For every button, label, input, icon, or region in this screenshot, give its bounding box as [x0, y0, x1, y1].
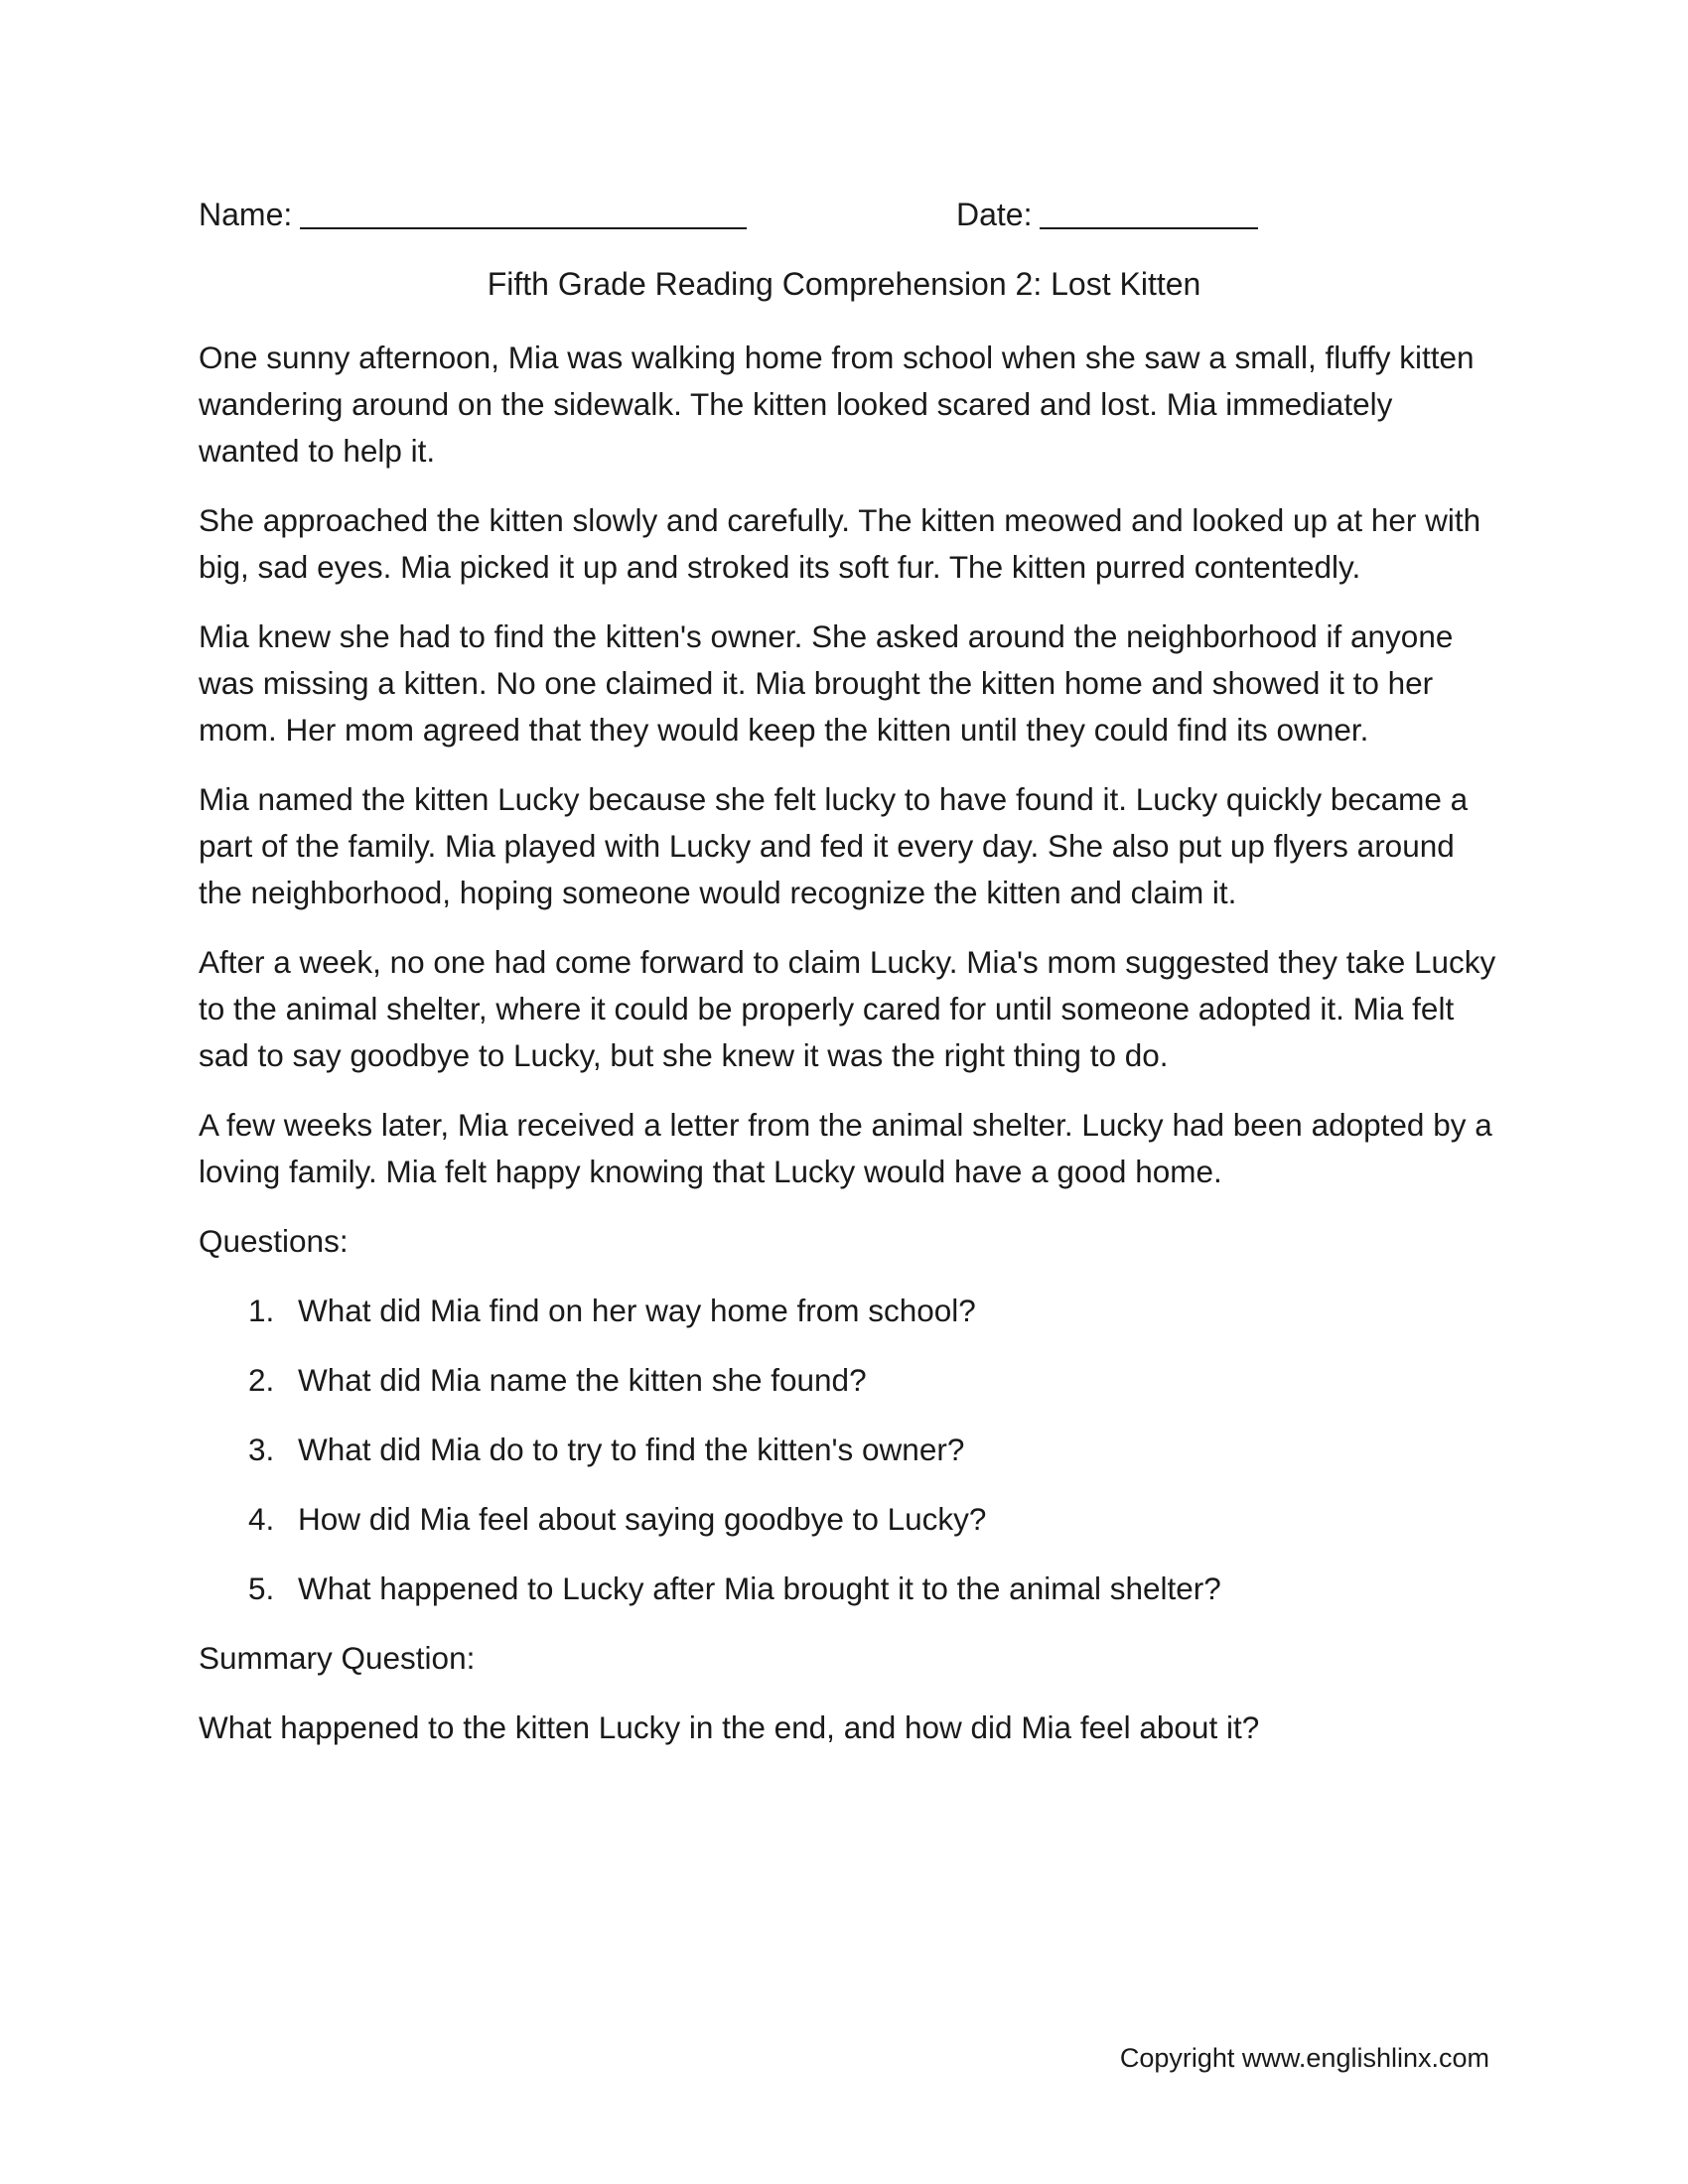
name-blank-line	[300, 198, 747, 229]
question-text: How did Mia feel about saying goodbye to Lucky?	[298, 1501, 987, 1537]
worksheet-content	[199, 335, 1499, 1751]
question-text: What happened to Lucky after Mia brought it to the animal shelter?	[298, 1570, 1221, 1606]
question-number: 5.	[248, 1570, 275, 1606]
story-paragraph-3: Mia knew she had to find the kitten's owner. She asked around the neighborhood if anyone was missing a kitten. No one claimed it. Mia brought the kitten home and showed it to her mom. Her mom agreed that they would keep the kitten until they could find its owner.	[199, 618, 1454, 748]
date-field	[956, 197, 1258, 233]
date-label: Date:	[956, 197, 1033, 232]
worksheet-header	[199, 197, 1489, 246]
question-text: What did Mia find on her way home from school?	[298, 1293, 976, 1328]
story-paragraph-2: She approached the kitten slowly and carefully. The kitten meowed and looked up at her with big, sad eyes. Mia picked it up and stroked its soft fur. The kitten purred contentedly.	[199, 502, 1481, 585]
story-paragraph-6: A few weeks later, Mia received a letter from the animal shelter. Lucky had been adopted by a loving family. Mia felt happy knowing that Lucky would have a good home.	[199, 1107, 1492, 1189]
question-number: 3.	[248, 1432, 275, 1467]
question-number: 1.	[248, 1293, 275, 1328]
date-blank-line	[1040, 198, 1258, 229]
question-number: 2.	[248, 1362, 275, 1398]
question-item-1	[199, 1288, 1499, 1334]
questions-list	[199, 1288, 1499, 1612]
question-text: What did Mia name the kitten she found?	[298, 1362, 867, 1398]
question-text: What did Mia do to try to find the kitten's owner?	[298, 1432, 965, 1467]
story-paragraph-5: After a week, no one had come forward to claim Lucky. Mia's mom suggested they take Lucky to the animal shelter, where it could be properly cared for until someone adopted it. Mia felt sad to say goodbye to Lucky, but she knew it was the right thing to do.	[199, 944, 1496, 1073]
question-item-3	[199, 1427, 1499, 1473]
summary-question: What happened to the kitten Lucky in the end, and how did Mia feel about it?	[199, 1709, 1260, 1745]
story-paragraph-4: Mia named the kitten Lucky because she felt lucky to have found it. Lucky quickly became a part of the family. Mia played with Lucky and fed it every day. She also put up flyers around the neighborhood, hoping someone would recognize the kitten and claim it.	[199, 781, 1469, 910]
copyright-notice: Copyright www.englishlinx.com	[1119, 2043, 1489, 2073]
question-item-2	[199, 1357, 1499, 1404]
name-label: Name:	[199, 197, 293, 232]
questions-heading: Questions:	[199, 1223, 349, 1259]
summary-heading: Summary Question:	[199, 1640, 476, 1676]
name-field	[199, 197, 747, 233]
question-number: 4.	[248, 1501, 275, 1537]
question-item-5	[199, 1566, 1499, 1612]
question-item-4	[199, 1496, 1499, 1543]
worksheet-title: Fifth Grade Reading Comprehension 2: Lost Kitten	[487, 266, 1201, 302]
story-paragraph-1: One sunny afternoon, Mia was walking home from school when she saw a small, fluffy kitten wandering around on the sidewalk. The kitten looked scared and lost. Mia immediately wanted to help it.	[199, 340, 1475, 469]
